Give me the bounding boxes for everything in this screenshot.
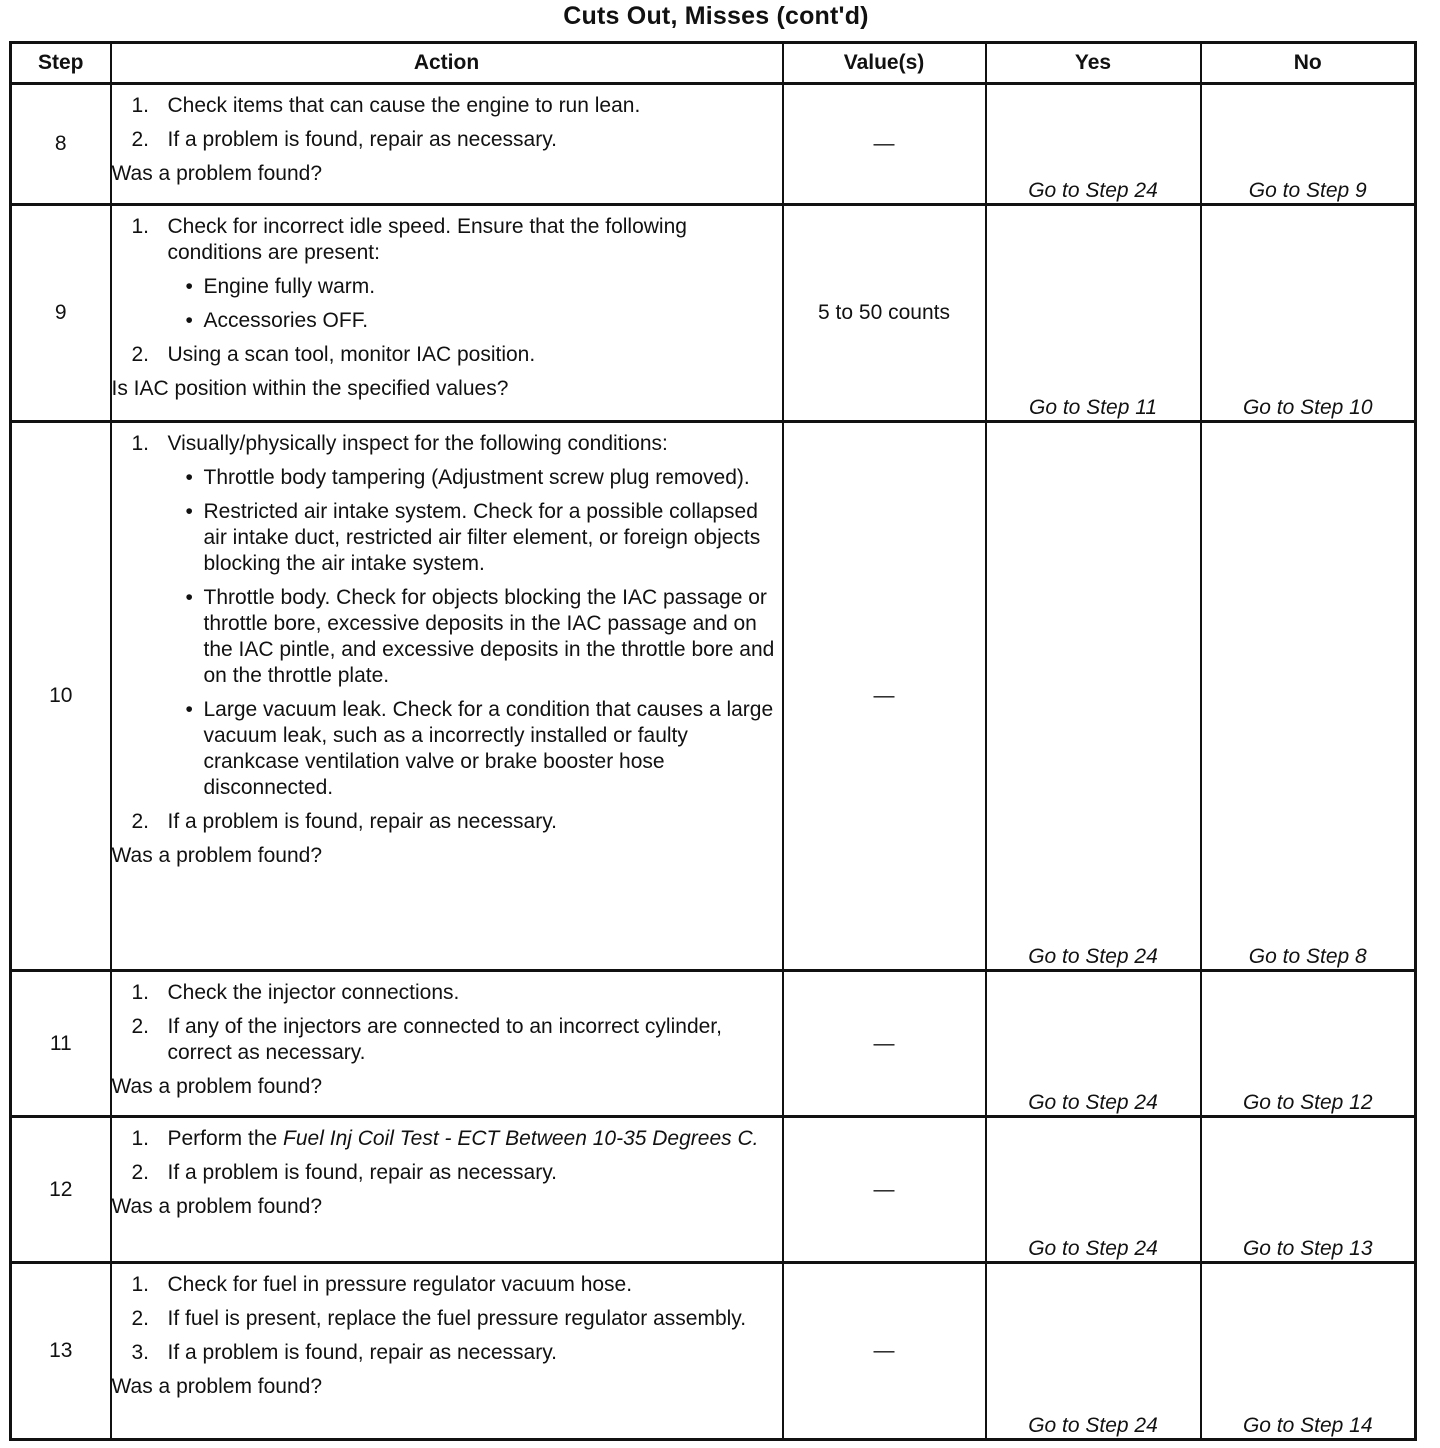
- yes-cell: Go to Step 24: [986, 971, 1201, 1117]
- item-number: 2.: [131, 343, 150, 366]
- item-number: 3.: [131, 1341, 150, 1364]
- action-cell: [111, 971, 783, 1117]
- table-row: [11, 1263, 1416, 1440]
- action-question: Was a problem found?: [111, 1195, 323, 1218]
- item-text: Check the injector connections.: [167, 981, 460, 1004]
- action-item: [112, 1272, 782, 1298]
- action-item: [112, 93, 782, 119]
- item-number: 1.: [131, 432, 150, 455]
- bullet-icon: •: [185, 698, 193, 721]
- page-title: Cuts Out, Misses (cont'd): [563, 2, 869, 30]
- value-cell: —: [783, 422, 986, 971]
- item-text: Visually/physically inspect for the following conditions:: [167, 432, 668, 455]
- procedure-table: [9, 41, 1417, 1441]
- item-text: If a problem is found, repair as necessary.: [167, 810, 557, 833]
- item-text: Check items that can cause the engine to run lean.: [167, 94, 641, 117]
- action-cell: [111, 422, 783, 971]
- item-text: If a problem is found, repair as necessary.: [167, 128, 557, 151]
- step-number: 12: [11, 1117, 111, 1263]
- action-question: Is IAC position within the specified values?: [111, 377, 509, 400]
- item-text: If fuel is present, replace the fuel pressure regulator assembly.: [167, 1307, 747, 1330]
- item-text: If a problem is found, repair as necessary.: [167, 1341, 557, 1364]
- action-item: [112, 980, 782, 1006]
- step-number: 11: [11, 971, 111, 1117]
- item-text-prefix: Perform the: [167, 1127, 284, 1150]
- no-cell: Go to Step 9: [1201, 84, 1416, 205]
- yes-column-header: Yes: [986, 43, 1201, 84]
- bullet-icon: •: [185, 275, 193, 298]
- item-number: 1.: [131, 1273, 150, 1296]
- action-item: [112, 1160, 782, 1186]
- value-cell: —: [783, 971, 986, 1117]
- table-row: [11, 84, 1416, 205]
- yes-cell: Go to Step 24: [986, 1263, 1201, 1440]
- action-item: [112, 127, 782, 153]
- no-cell: Go to Step 12: [1201, 971, 1416, 1117]
- yes-cell: Go to Step 24: [986, 422, 1201, 971]
- yes-cell: Go to Step 11: [986, 205, 1201, 422]
- yes-cell: Go to Step 24: [986, 84, 1201, 205]
- item-number: 1.: [131, 215, 150, 238]
- action-question: Was a problem found?: [111, 844, 323, 867]
- bullet-text: Throttle body tampering (Adjustment screw plug removed).: [203, 466, 750, 489]
- yes-cell: Go to Step 24: [986, 1117, 1201, 1263]
- action-item: [112, 342, 782, 368]
- table-row: [11, 205, 1416, 422]
- condition-bullet: [112, 697, 782, 801]
- action-question: Was a problem found?: [111, 1075, 323, 1098]
- item-number: 2.: [131, 810, 150, 833]
- item-number: 2.: [131, 1307, 150, 1330]
- table-row: [11, 971, 1416, 1117]
- step-number: 10: [11, 422, 111, 971]
- action-item: [112, 214, 782, 266]
- no-column-header: No: [1201, 43, 1416, 84]
- item-number: 2.: [131, 128, 150, 151]
- no-cell: Go to Step 8: [1201, 422, 1416, 971]
- step-number: 8: [11, 84, 111, 205]
- item-text: Check for incorrect idle speed. Ensure that the following conditions are present:: [167, 215, 687, 264]
- table-header-row: [11, 43, 1416, 84]
- bullet-text: Large vacuum leak. Check for a condition that causes a large vacuum leak, such as a incorrectly installed or faulty crankcase ventilation valve or brake booster hose disconnected.: [203, 698, 774, 799]
- value-cell: —: [783, 1117, 986, 1263]
- action-column-header: Action: [111, 43, 783, 84]
- condition-bullet: [112, 499, 782, 577]
- item-number: 1.: [131, 981, 150, 1004]
- table-row: [11, 422, 1416, 971]
- test-reference-link[interactable]: Fuel Inj Coil Test - ECT Between 10-35 Degrees C.: [283, 1127, 759, 1150]
- action-item: [112, 809, 782, 835]
- no-cell: Go to Step 14: [1201, 1263, 1416, 1440]
- bullet-icon: •: [185, 466, 193, 489]
- action-cell: [111, 84, 783, 205]
- step-number: 9: [11, 205, 111, 422]
- item-text: If any of the injectors are connected to an incorrect cylinder, correct as necessary.: [167, 1015, 722, 1064]
- bullet-text: Throttle body. Check for objects blocking the IAC passage or throttle bore, excessive deposits in the IAC passage and on the IAC pintle, and excessive deposits in the throttle bore and on the throttle plate.: [203, 586, 775, 687]
- values-column-header: Value(s): [783, 43, 986, 84]
- value-cell: 5 to 50 counts: [783, 205, 986, 422]
- condition-bullet: [112, 585, 782, 689]
- action-cell: [111, 1263, 783, 1440]
- value-cell: —: [783, 84, 986, 205]
- condition-bullet: [112, 274, 782, 300]
- condition-bullet: [112, 465, 782, 491]
- step-number: 13: [11, 1263, 111, 1440]
- item-number: 2.: [131, 1015, 150, 1038]
- value-cell: —: [783, 1263, 986, 1440]
- action-question: Was a problem found?: [111, 162, 323, 185]
- action-item: [112, 1014, 782, 1066]
- item-text: If a problem is found, repair as necessary.: [167, 1161, 557, 1184]
- action-item: [112, 1126, 782, 1152]
- bullet-icon: •: [185, 309, 193, 332]
- bullet-text: Engine fully warm.: [203, 275, 376, 298]
- bullet-text: Restricted air intake system. Check for a possible collapsed air intake duct, restricted air filter element, or foreign objects blocking the air intake system.: [203, 500, 761, 575]
- action-cell: [111, 1117, 783, 1263]
- no-cell: Go to Step 10: [1201, 205, 1416, 422]
- item-number: 1.: [131, 1127, 150, 1150]
- action-item: [112, 431, 782, 457]
- item-number: 2.: [131, 1161, 150, 1184]
- action-question: Was a problem found?: [111, 1375, 323, 1398]
- condition-bullet: [112, 308, 782, 334]
- step-column-header: Step: [11, 43, 111, 84]
- no-cell: Go to Step 13: [1201, 1117, 1416, 1263]
- bullet-icon: •: [185, 500, 193, 523]
- item-number: 1.: [131, 94, 150, 117]
- bullet-icon: •: [185, 586, 193, 609]
- item-text: Using a scan tool, monitor IAC position.: [167, 343, 536, 366]
- action-item: [112, 1306, 782, 1332]
- action-cell: [111, 205, 783, 422]
- action-item: [112, 1340, 782, 1366]
- item-text: Check for fuel in pressure regulator vacuum hose.: [167, 1273, 633, 1296]
- bullet-text: Accessories OFF.: [203, 309, 369, 332]
- table-row: [11, 1117, 1416, 1263]
